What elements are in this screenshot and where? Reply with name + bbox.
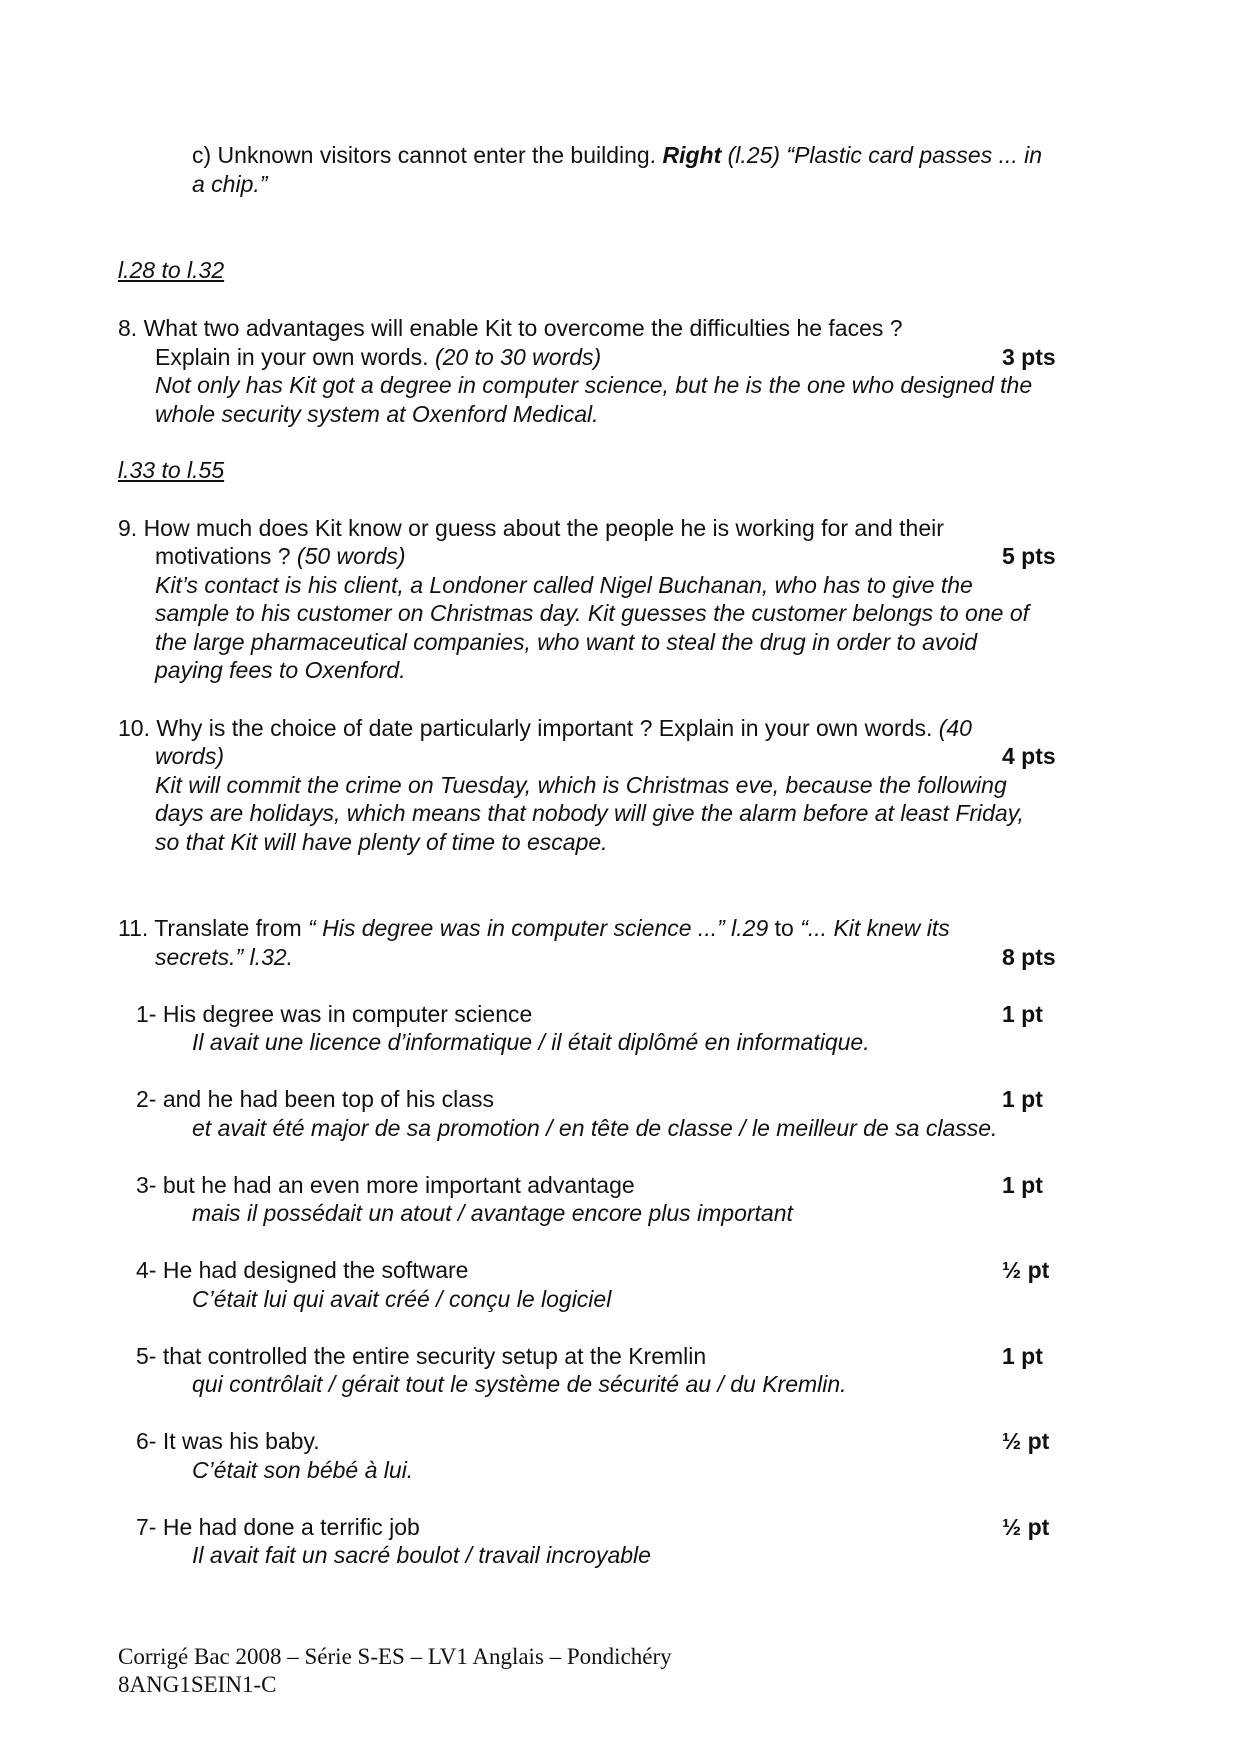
- q8-points: 3 pts: [1002, 344, 1056, 370]
- section-heading-1: l.28 to l.32: [118, 257, 225, 283]
- q9-answer-1: Kit’s contact is his client, a Londoner called Nigel Buchanan, who has to give the: [155, 572, 973, 598]
- q9-answer-4: paying fees to Oxenford.: [155, 657, 406, 683]
- q9-question-cont: [155, 542, 406, 571]
- q11-lead: 11. Translate from: [118, 915, 302, 941]
- q9-points: 5 pts: [1002, 543, 1056, 569]
- q11-question-line: [118, 914, 950, 943]
- footer-line-1: Corrigé Bac 2008 – Série S-ES – LV1 Anglais – Pondichéry: [118, 1644, 672, 1669]
- q10-words-1: (40: [938, 715, 972, 741]
- q11-item-2-en: 2- and he had been top of his class: [136, 1086, 495, 1112]
- q11-item-3-pts: 1 pt: [1002, 1172, 1043, 1198]
- q7c-line1: [192, 141, 1042, 170]
- q11-quote1: “ His degree was in computer science ...” l.29: [308, 915, 769, 941]
- q9-words: (50 words): [296, 543, 406, 569]
- q10-answer-1: Kit will commit the crime on Tuesday, which is Christmas eve, because the following: [155, 772, 1007, 798]
- q11-item-6-pts: ½ pt: [1002, 1428, 1050, 1454]
- q11-quote2: “... Kit knew its: [800, 915, 950, 941]
- q9-answer-2: sample to his customer on Christmas day. Kit guesses the customer belongs to one of: [155, 600, 1029, 626]
- q11-item-6-fr: C’était son bébé à lui.: [192, 1457, 414, 1483]
- q11-quote3: secrets.” l.32.: [155, 944, 294, 970]
- q8-question: 8. What two advantages will enable Kit to overcome the difficulties he faces ?: [118, 315, 903, 341]
- q11-to: to: [774, 915, 794, 941]
- q11-item-1-en: 1- His degree was in computer science: [136, 1001, 533, 1027]
- q8-instruction-line: [155, 343, 601, 372]
- q11-item-5-pts: 1 pt: [1002, 1343, 1043, 1369]
- q7c-ref: (l.25) “Plastic card passes ... in: [727, 142, 1043, 168]
- q11-points: 8 pts: [1002, 944, 1056, 970]
- q11-item-1-fr: Il avait une licence d’informatique / il était diplômé en informatique.: [192, 1029, 870, 1055]
- q10-question-line: [118, 714, 972, 743]
- q11-item-2-fr: et avait été major de sa promotion / en tête de classe / le meilleur de sa classe.: [192, 1115, 998, 1141]
- q9-question2: motivations ?: [155, 543, 291, 569]
- q10-words-2: words): [155, 743, 225, 769]
- q11-item-1-pts: 1 pt: [1002, 1001, 1043, 1027]
- q11-item-5-en: 5- that controlled the entire security setup at the Kremlin: [136, 1343, 707, 1369]
- q8-words: (20 to 30 words): [434, 344, 602, 370]
- q10-answer-2: days are holidays, which means that nobody will give the alarm before at least Friday,: [155, 800, 1024, 826]
- footer-line-2: 8ANG1SEIN1-C: [118, 1672, 277, 1697]
- q10-answer-3: so that Kit will have plenty of time to escape.: [155, 829, 608, 855]
- q8-instruction: Explain in your own words.: [155, 344, 429, 370]
- q8-answer-1: Not only has Kit got a degree in computer science, but he is the one who designed the: [155, 372, 1033, 398]
- q10-points: 4 pts: [1002, 743, 1056, 769]
- q9-answer-3: the large pharmaceutical companies, who want to steal the drug in order to avoid: [155, 629, 978, 655]
- q11-item-7-pts: ½ pt: [1002, 1514, 1050, 1540]
- q11-item-3-fr: mais il possédait un atout / avantage encore plus important: [192, 1200, 793, 1226]
- q11-item-5-fr: qui contrôlait / gérait tout le système de sécurité au / du Kremlin.: [192, 1371, 847, 1397]
- section-heading-2: l.33 to l.55: [118, 457, 225, 483]
- q11-item-3-en: 3- but he had an even more important advantage: [136, 1172, 635, 1198]
- q7c-text: c) Unknown visitors cannot enter the building.: [192, 142, 657, 168]
- q11-item-7-en: 7- He had done a terrific job: [136, 1514, 420, 1540]
- q8-answer-2: whole security system at Oxenford Medical.: [155, 401, 599, 427]
- q10-question: 10. Why is the choice of date particularly important ? Explain in your own words.: [118, 715, 933, 741]
- q11-item-4-fr: C’était lui qui avait créé / conçu le logiciel: [192, 1286, 612, 1312]
- q11-item-2-pts: 1 pt: [1002, 1086, 1043, 1112]
- q7c-verdict: Right: [662, 142, 722, 168]
- q11-item-7-fr: Il avait fait un sacré boulot / travail incroyable: [192, 1542, 651, 1568]
- q11-item-6-en: 6- It was his baby.: [136, 1428, 320, 1454]
- q9-question: 9. How much does Kit know or guess about the people he is working for and their: [118, 515, 944, 541]
- q11-item-4-pts: ½ pt: [1002, 1257, 1050, 1283]
- q7c-ref-cont: a chip.”: [192, 171, 268, 197]
- q11-item-4-en: 4- He had designed the software: [136, 1257, 469, 1283]
